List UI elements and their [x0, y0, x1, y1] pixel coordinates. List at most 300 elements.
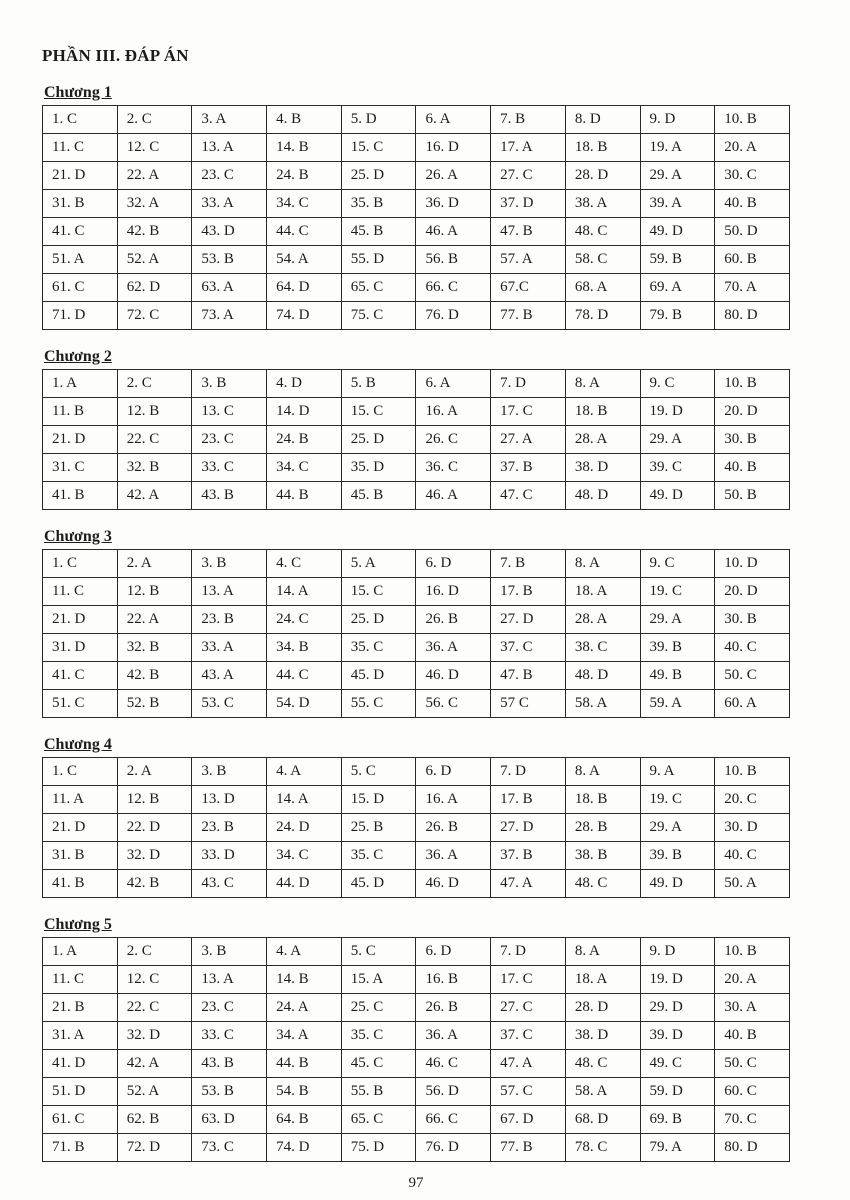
answers-table: [42, 549, 790, 718]
answer-cell: 26. B: [416, 814, 491, 842]
answer-cell: 6. D: [416, 938, 491, 966]
answer-cell: 46. D: [416, 662, 491, 690]
chapter-heading: Chương 5: [44, 916, 112, 933]
answer-cell: 29. A: [640, 162, 715, 190]
answer-cell: 28. A: [565, 426, 640, 454]
answer-cell: 36. A: [416, 842, 491, 870]
answer-cell: 33. C: [192, 1022, 267, 1050]
answer-cell: 45. D: [341, 870, 416, 898]
answer-cell: 2. C: [117, 106, 192, 134]
answer-cell: 53. C: [192, 690, 267, 718]
answer-cell: 3. A: [192, 106, 267, 134]
answer-cell: 39. D: [640, 1022, 715, 1050]
answer-cell: 23. C: [192, 426, 267, 454]
answer-cell: 18. B: [565, 786, 640, 814]
answer-cell: 19. D: [640, 966, 715, 994]
answer-cell: 40. B: [715, 454, 790, 482]
answer-cell: 18. A: [565, 966, 640, 994]
answer-cell: 20. D: [715, 398, 790, 426]
answer-cell: 14. A: [267, 786, 342, 814]
answer-cell: 77. B: [491, 1134, 566, 1162]
answer-cell: 18. B: [565, 134, 640, 162]
answer-cell: 64. D: [267, 274, 342, 302]
table-row: [43, 274, 790, 302]
answer-cell: 30. A: [715, 994, 790, 1022]
answer-cell: 8. D: [565, 106, 640, 134]
answer-cell: 29. D: [640, 994, 715, 1022]
chapter-section: [42, 736, 790, 898]
table-row: [43, 398, 790, 426]
table-row: [43, 966, 790, 994]
answer-cell: 9. C: [640, 370, 715, 398]
answer-cell: 45. B: [341, 218, 416, 246]
answer-cell: 35. C: [341, 1022, 416, 1050]
answer-cell: 21. B: [43, 994, 118, 1022]
answer-cell: 43. D: [192, 218, 267, 246]
answer-cell: 63. A: [192, 274, 267, 302]
answer-cell: 76. D: [416, 1134, 491, 1162]
answer-cell: 32. B: [117, 454, 192, 482]
answer-cell: 4. B: [267, 106, 342, 134]
answer-cell: 78. C: [565, 1134, 640, 1162]
answer-cell: 19. D: [640, 398, 715, 426]
answer-cell: 59. B: [640, 246, 715, 274]
answer-cell: 64. B: [267, 1106, 342, 1134]
answer-cell: 33. A: [192, 634, 267, 662]
answer-cell: 5. A: [341, 550, 416, 578]
answer-cell: 48. D: [565, 482, 640, 510]
answer-cell: 42. B: [117, 870, 192, 898]
table-row: [43, 370, 790, 398]
answer-cell: 8. A: [565, 370, 640, 398]
answer-cell: 1. A: [43, 370, 118, 398]
answer-cell: 61. C: [43, 274, 118, 302]
answer-cell: 59. A: [640, 690, 715, 718]
answer-cell: 27. C: [491, 162, 566, 190]
answer-cell: 17. C: [491, 966, 566, 994]
answer-cell: 27. A: [491, 426, 566, 454]
answer-cell: 70. A: [715, 274, 790, 302]
answer-cell: 68. D: [565, 1106, 640, 1134]
answer-cell: 1. C: [43, 106, 118, 134]
answer-cell: 16. D: [416, 134, 491, 162]
answer-cell: 49. D: [640, 482, 715, 510]
answer-cell: 43. B: [192, 482, 267, 510]
answer-cell: 53. B: [192, 246, 267, 274]
answer-cell: 39. A: [640, 190, 715, 218]
answer-cell: 74. D: [267, 302, 342, 330]
answer-cell: 42. B: [117, 218, 192, 246]
answer-cell: 10. D: [715, 550, 790, 578]
answer-cell: 35. C: [341, 634, 416, 662]
answer-cell: 31. B: [43, 842, 118, 870]
answer-cell: 36. D: [416, 190, 491, 218]
answer-cell: 7. B: [491, 550, 566, 578]
answer-cell: 30. B: [715, 606, 790, 634]
answer-cell: 63. D: [192, 1106, 267, 1134]
answer-cell: 52. B: [117, 690, 192, 718]
answer-cell: 75. D: [341, 1134, 416, 1162]
table-row: [43, 842, 790, 870]
answer-cell: 67.C: [491, 274, 566, 302]
answer-cell: 33. A: [192, 190, 267, 218]
answer-cell: 13. C: [192, 398, 267, 426]
answer-cell: 72. C: [117, 302, 192, 330]
answer-cell: 71. D: [43, 302, 118, 330]
answer-cell: 58. A: [565, 690, 640, 718]
answer-cell: 19. C: [640, 786, 715, 814]
answer-cell: 49. C: [640, 1050, 715, 1078]
answer-cell: 11. C: [43, 134, 118, 162]
answer-cell: 11. C: [43, 966, 118, 994]
answer-cell: 10. B: [715, 106, 790, 134]
answer-cell: 31. B: [43, 190, 118, 218]
answer-cell: 23. C: [192, 994, 267, 1022]
answer-cell: 55. B: [341, 1078, 416, 1106]
chapter-heading: Chương 2: [44, 348, 112, 365]
table-row: [43, 994, 790, 1022]
answer-cell: 25. D: [341, 426, 416, 454]
answer-cell: 48. C: [565, 1050, 640, 1078]
answer-cell: 15. D: [341, 786, 416, 814]
table-row: [43, 246, 790, 274]
answer-cell: 11. C: [43, 578, 118, 606]
answer-cell: 28. D: [565, 994, 640, 1022]
answer-cell: 11. A: [43, 786, 118, 814]
answer-cell: 56. C: [416, 690, 491, 718]
answer-cell: 14. B: [267, 134, 342, 162]
answer-cell: 21. D: [43, 814, 118, 842]
answer-cell: 43. C: [192, 870, 267, 898]
table-row: [43, 1106, 790, 1134]
answer-cell: 36. C: [416, 454, 491, 482]
answer-cell: 15. C: [341, 578, 416, 606]
table-row: [43, 426, 790, 454]
answer-cell: 6. D: [416, 758, 491, 786]
answer-cell: 7. D: [491, 370, 566, 398]
table-row: [43, 454, 790, 482]
answer-cell: 59. D: [640, 1078, 715, 1106]
answer-cell: 26. A: [416, 162, 491, 190]
answer-cell: 4. D: [267, 370, 342, 398]
answer-cell: 9. C: [640, 550, 715, 578]
table-row: [43, 106, 790, 134]
answer-cell: 58. C: [565, 246, 640, 274]
answer-cell: 41. B: [43, 482, 118, 510]
chapter-heading: Chương 3: [44, 528, 112, 545]
answer-cell: 44. D: [267, 870, 342, 898]
answer-cell: 51. A: [43, 246, 118, 274]
chapter-section: [42, 916, 790, 1162]
answer-cell: 31. D: [43, 634, 118, 662]
answer-cell: 6. D: [416, 550, 491, 578]
answer-cell: 45. C: [341, 1050, 416, 1078]
answer-cell: 29. A: [640, 814, 715, 842]
table-row: [43, 786, 790, 814]
answer-cell: 60. C: [715, 1078, 790, 1106]
answer-cell: 73. C: [192, 1134, 267, 1162]
answers-table: [42, 369, 790, 510]
answer-cell: 28. B: [565, 814, 640, 842]
answer-cell: 53. B: [192, 1078, 267, 1106]
answer-cell: 36. A: [416, 634, 491, 662]
answer-cell: 44. B: [267, 482, 342, 510]
answer-cell: 76. D: [416, 302, 491, 330]
answer-cell: 41. C: [43, 662, 118, 690]
answer-cell: 57. A: [491, 246, 566, 274]
answer-cell: 20. D: [715, 578, 790, 606]
answer-cell: 58. A: [565, 1078, 640, 1106]
answer-cell: 50. C: [715, 1050, 790, 1078]
answer-cell: 38. D: [565, 1022, 640, 1050]
answer-cell: 5. C: [341, 938, 416, 966]
answer-cell: 1. A: [43, 938, 118, 966]
answer-cell: 47. A: [491, 870, 566, 898]
answer-cell: 22. A: [117, 606, 192, 634]
answer-cell: 34. C: [267, 190, 342, 218]
answer-cell: 49. D: [640, 870, 715, 898]
answer-cell: 46. C: [416, 1050, 491, 1078]
table-row: [43, 550, 790, 578]
answer-cell: 79. A: [640, 1134, 715, 1162]
answer-cell: 60. B: [715, 246, 790, 274]
answer-cell: 21. D: [43, 606, 118, 634]
table-row: [43, 190, 790, 218]
answer-cell: 24. B: [267, 426, 342, 454]
answer-cell: 75. C: [341, 302, 416, 330]
answer-cell: 41. D: [43, 1050, 118, 1078]
answer-cell: 65. C: [341, 1106, 416, 1134]
answer-cell: 72. D: [117, 1134, 192, 1162]
answer-cell: 14. B: [267, 966, 342, 994]
answer-cell: 1. C: [43, 550, 118, 578]
answer-cell: 65. C: [341, 274, 416, 302]
answer-cell: 38. A: [565, 190, 640, 218]
answer-cell: 37. B: [491, 454, 566, 482]
answer-cell: 69. A: [640, 274, 715, 302]
answer-cell: 20. C: [715, 786, 790, 814]
table-row: [43, 482, 790, 510]
answer-cell: 17. B: [491, 786, 566, 814]
answer-cell: 37. C: [491, 1022, 566, 1050]
answer-cell: 41. B: [43, 870, 118, 898]
answer-cell: 66. C: [416, 1106, 491, 1134]
answer-cell: 3. B: [192, 370, 267, 398]
answer-cell: 12. C: [117, 134, 192, 162]
answer-cell: 49. B: [640, 662, 715, 690]
table-row: [43, 634, 790, 662]
answer-cell: 27. C: [491, 994, 566, 1022]
answer-cell: 34. A: [267, 1022, 342, 1050]
answer-cell: 12. C: [117, 966, 192, 994]
chapter-section: [42, 84, 790, 330]
answer-cell: 11. B: [43, 398, 118, 426]
answer-cell: 35. B: [341, 190, 416, 218]
answers-table: [42, 757, 790, 898]
answer-cell: 20. A: [715, 966, 790, 994]
answer-cell: 78. D: [565, 302, 640, 330]
answer-cell: 34. C: [267, 842, 342, 870]
answer-cell: 5. D: [341, 106, 416, 134]
answer-cell: 21. D: [43, 162, 118, 190]
answer-cell: 45. D: [341, 662, 416, 690]
answer-cell: 2. C: [117, 370, 192, 398]
answer-cell: 22. D: [117, 814, 192, 842]
answer-cell: 5. C: [341, 758, 416, 786]
answer-cell: 2. A: [117, 758, 192, 786]
answer-cell: 30. C: [715, 162, 790, 190]
answer-cell: 12. B: [117, 398, 192, 426]
answer-cell: 8. A: [565, 550, 640, 578]
answer-cell: 32. D: [117, 1022, 192, 1050]
table-row: [43, 1050, 790, 1078]
answer-cell: 17. B: [491, 578, 566, 606]
answer-cell: 9. D: [640, 938, 715, 966]
answer-cell: 44. C: [267, 662, 342, 690]
answer-cell: 50. C: [715, 662, 790, 690]
answer-cell: 23. C: [192, 162, 267, 190]
answer-cell: 67. D: [491, 1106, 566, 1134]
answer-cell: 34. C: [267, 454, 342, 482]
answer-cell: 20. A: [715, 134, 790, 162]
answer-cell: 25. D: [341, 606, 416, 634]
answer-cell: 38. D: [565, 454, 640, 482]
answer-cell: 51. C: [43, 690, 118, 718]
answer-cell: 73. A: [192, 302, 267, 330]
answer-cell: 37. D: [491, 190, 566, 218]
answer-cell: 9. D: [640, 106, 715, 134]
answer-cell: 70. C: [715, 1106, 790, 1134]
chapter-heading: Chương 4: [44, 736, 112, 753]
answer-cell: 16. A: [416, 786, 491, 814]
table-row: [43, 1022, 790, 1050]
answer-cell: 74. D: [267, 1134, 342, 1162]
answer-cell: 38. C: [565, 634, 640, 662]
answer-cell: 55. C: [341, 690, 416, 718]
answer-cell: 40. C: [715, 634, 790, 662]
answer-cell: 43. B: [192, 1050, 267, 1078]
answer-cell: 42. A: [117, 482, 192, 510]
answer-cell: 54. D: [267, 690, 342, 718]
answer-cell: 17. A: [491, 134, 566, 162]
answer-cell: 24. C: [267, 606, 342, 634]
answer-cell: 16. D: [416, 578, 491, 606]
table-row: [43, 814, 790, 842]
answer-cell: 51. D: [43, 1078, 118, 1106]
answers-table: [42, 105, 790, 330]
answer-cell: 3. B: [192, 758, 267, 786]
answer-cell: 28. A: [565, 606, 640, 634]
table-row: [43, 938, 790, 966]
answer-cell: 39. B: [640, 842, 715, 870]
answer-cell: 62. D: [117, 274, 192, 302]
answer-cell: 4. A: [267, 938, 342, 966]
answer-cell: 22. C: [117, 994, 192, 1022]
answer-cell: 37. B: [491, 842, 566, 870]
answer-cell: 10. B: [715, 370, 790, 398]
table-row: [43, 1134, 790, 1162]
answer-cell: 3. B: [192, 550, 267, 578]
answer-cell: 33. C: [192, 454, 267, 482]
answer-cell: 8. A: [565, 938, 640, 966]
answer-cell: 13. D: [192, 786, 267, 814]
answer-cell: 40. B: [715, 190, 790, 218]
answer-cell: 60. A: [715, 690, 790, 718]
answer-cell: 29. A: [640, 606, 715, 634]
answer-cell: 16. B: [416, 966, 491, 994]
answer-cell: 50. B: [715, 482, 790, 510]
answer-cell: 46. A: [416, 218, 491, 246]
table-row: [43, 662, 790, 690]
answer-cell: 4. A: [267, 758, 342, 786]
chapters-container: [42, 84, 790, 1162]
answer-cell: 69. B: [640, 1106, 715, 1134]
answer-cell: 15. C: [341, 134, 416, 162]
answer-cell: 10. B: [715, 758, 790, 786]
answer-cell: 33. D: [192, 842, 267, 870]
answer-cell: 13. A: [192, 134, 267, 162]
page-title: PHẦN III. ĐÁP ÁN: [42, 46, 189, 65]
answer-cell: 77. B: [491, 302, 566, 330]
chapter-section: [42, 348, 790, 510]
answer-cell: 26. C: [416, 426, 491, 454]
answer-cell: 30. D: [715, 814, 790, 842]
answer-cell: 45. B: [341, 482, 416, 510]
table-row: [43, 690, 790, 718]
answer-cell: 56. B: [416, 246, 491, 274]
table-row: [43, 302, 790, 330]
answer-cell: 24. A: [267, 994, 342, 1022]
answer-cell: 9. A: [640, 758, 715, 786]
answer-cell: 16. A: [416, 398, 491, 426]
answer-cell: 46. D: [416, 870, 491, 898]
table-row: [43, 162, 790, 190]
answer-cell: 37. C: [491, 634, 566, 662]
answer-cell: 52. A: [117, 1078, 192, 1106]
answer-cell: 15. A: [341, 966, 416, 994]
answer-cell: 24. D: [267, 814, 342, 842]
answer-cell: 80. D: [715, 302, 790, 330]
answer-cell: 28. D: [565, 162, 640, 190]
answer-cell: 26. B: [416, 994, 491, 1022]
answer-cell: 66. C: [416, 274, 491, 302]
answer-cell: 50. A: [715, 870, 790, 898]
answer-cell: 25. C: [341, 994, 416, 1022]
answer-cell: 32. A: [117, 190, 192, 218]
answer-cell: 79. B: [640, 302, 715, 330]
table-row: [43, 578, 790, 606]
answer-cell: 46. A: [416, 482, 491, 510]
answer-cell: 42. B: [117, 662, 192, 690]
answer-cell: 10. B: [715, 938, 790, 966]
answer-cell: 57. C: [491, 1078, 566, 1106]
answer-cell: 23. B: [192, 606, 267, 634]
answer-cell: 19. C: [640, 578, 715, 606]
chapter-heading: Chương 1: [44, 84, 112, 101]
answer-cell: 24. B: [267, 162, 342, 190]
answer-cell: 12. B: [117, 578, 192, 606]
answer-cell: 48. C: [565, 870, 640, 898]
answer-cell: 32. B: [117, 634, 192, 662]
answer-cell: 22. C: [117, 426, 192, 454]
answer-cell: 15. C: [341, 398, 416, 426]
answer-cell: 14. D: [267, 398, 342, 426]
table-row: [43, 1078, 790, 1106]
answer-cell: 38. B: [565, 842, 640, 870]
answer-cell: 47. B: [491, 662, 566, 690]
answer-cell: 54. A: [267, 246, 342, 274]
answer-cell: 62. B: [117, 1106, 192, 1134]
